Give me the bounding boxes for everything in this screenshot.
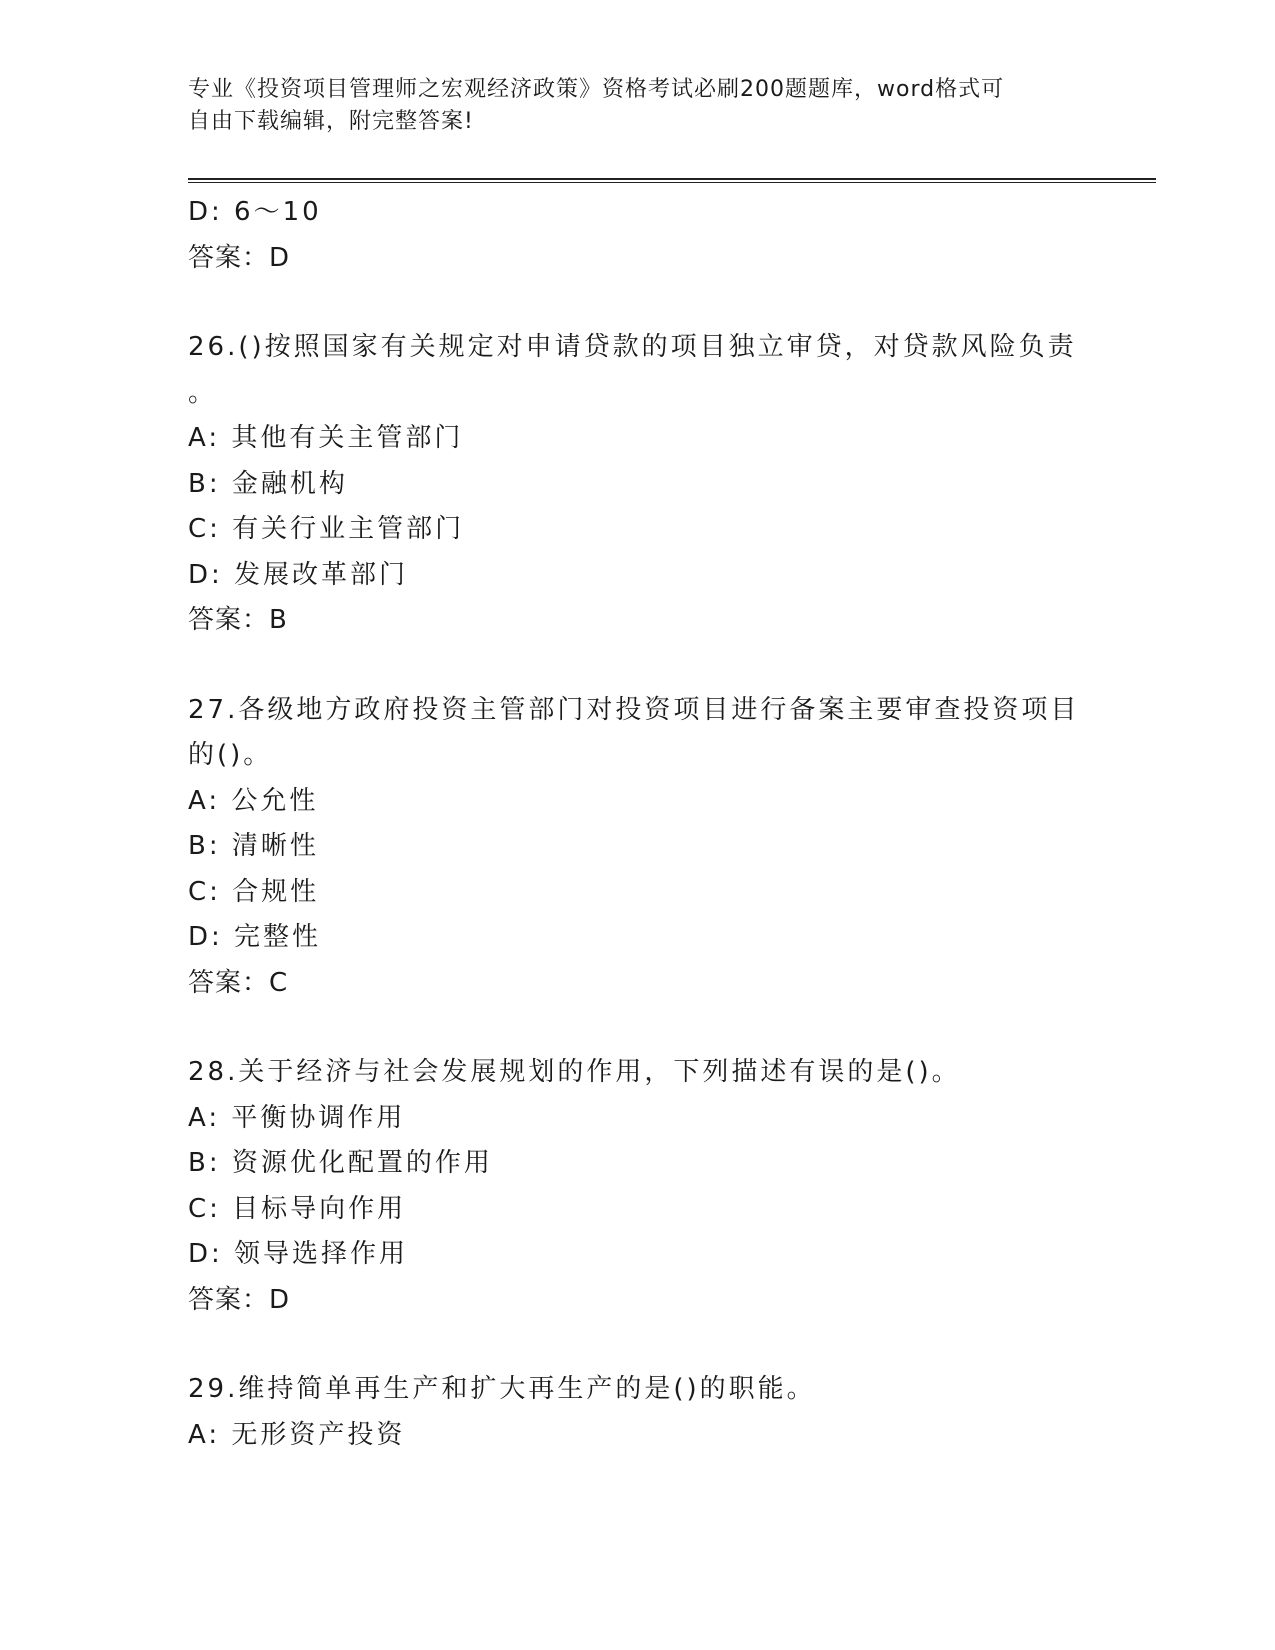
header-divider <box>188 178 1156 183</box>
option-c: C: 有关行业主管部门 <box>188 514 465 544</box>
option-a: A: 平衡协调作用 <box>188 1102 406 1133</box>
option-d: D: 6～10 <box>188 197 322 227</box>
answer: 答案：B <box>188 605 288 635</box>
question-stem-continued: 的()。 <box>188 740 273 770</box>
spacer <box>188 644 1088 688</box>
question-stem-continued: 。 <box>188 377 218 408</box>
header-line-1: 专业《投资项目管理师之宏观经济政策》资格考试必刷200题题库，word格式可 <box>188 77 1005 102</box>
header-line-2: 自由下载编辑，附完整答案! <box>188 109 474 134</box>
question-stem: 27.各级地方政府投资主管部门对投资项目进行备案主要审查投资项目 <box>188 694 1080 725</box>
option-a: A: 其他有关主管部门 <box>188 423 464 453</box>
question-26 <box>188 325 1088 644</box>
question-28 <box>188 1050 1088 1323</box>
spacer <box>188 1323 1088 1367</box>
option-d: D: 领导选择作用 <box>188 1239 409 1269</box>
option-a: A: 公允性 <box>188 785 319 816</box>
answer: 答案：D <box>188 1284 291 1315</box>
option-d: D: 发展改革部门 <box>188 559 409 590</box>
option-d: D: 完整性 <box>188 922 322 952</box>
option-c: C: 合规性 <box>188 876 320 907</box>
page-header <box>188 74 1088 138</box>
spacer <box>188 281 1088 325</box>
option-c: C: 目标导向作用 <box>188 1193 407 1224</box>
option-a: A: 无形资产投资 <box>188 1419 406 1450</box>
document-body <box>188 190 1088 1458</box>
question-stem: 28.关于经济与社会发展规划的作用，下列描述有误的是()。 <box>188 1057 961 1087</box>
question-stem: 26.()按照国家有关规定对申请贷款的项目独立审贷，对贷款风险负责 <box>188 332 1077 362</box>
answer: 答案：D <box>188 242 291 273</box>
question-29 <box>188 1367 1088 1458</box>
question-fragment <box>188 190 1088 281</box>
question-stem: 29.维持简单再生产和扩大再生产的是()的职能。 <box>188 1374 816 1404</box>
option-b: B: 清晰性 <box>188 831 319 861</box>
option-b: B: 资源优化配置的作用 <box>188 1148 493 1178</box>
question-27 <box>188 688 1088 1007</box>
option-b: B: 金融机构 <box>188 468 348 499</box>
answer: 答案：C <box>188 967 289 998</box>
spacer <box>188 1006 1088 1050</box>
